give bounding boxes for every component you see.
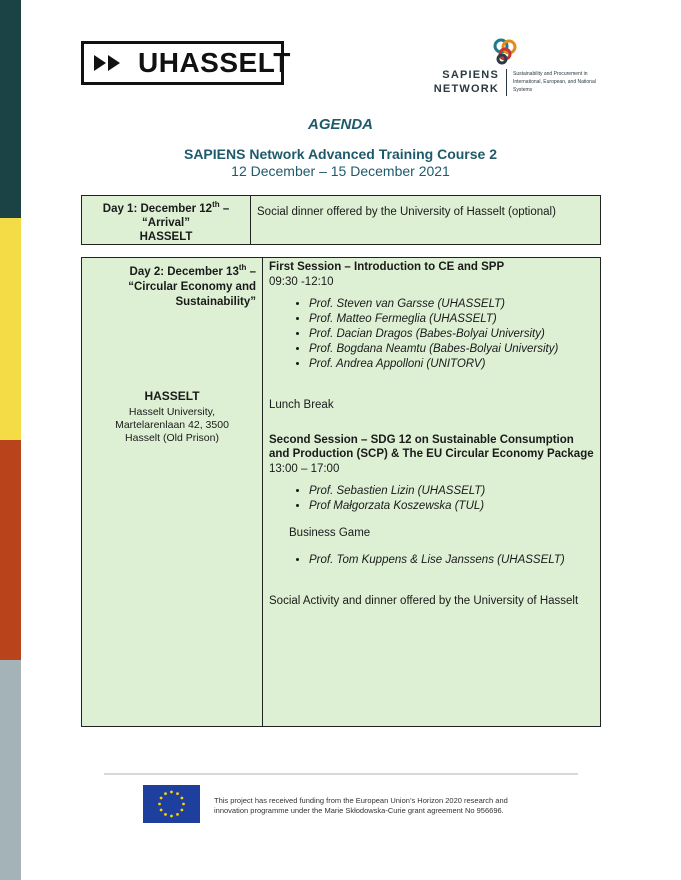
day1-title: Day 1: December 12th – [102, 200, 230, 215]
business-game-label: Business Game [289, 527, 371, 539]
uhasselt-logo [81, 41, 291, 85]
day1-subtitle: “Arrival” [142, 216, 190, 229]
stripe-rust [0, 440, 21, 660]
footer-divider [104, 773, 578, 775]
stripe-dark [0, 0, 21, 218]
stripe-yellow [0, 218, 21, 440]
day1-description: Social dinner offered by the University of Hasselt (optional) [251, 196, 601, 245]
day2-subtitle: “Circular Economy and Sustainability” [128, 280, 256, 308]
sapiens-wordmark-line1: SAPIENS [442, 69, 499, 81]
session1-speakers [269, 297, 594, 372]
speaker-item: • Prof. Steven van Garsse (UHASSELT) [309, 297, 594, 312]
session2-speakers [269, 484, 594, 514]
speaker-item: • Prof. Dacian Dragos (Babes-Bolyai University) [309, 327, 594, 342]
social-activity: Social Activity and dinner offered by the University of Hasselt [269, 594, 579, 607]
day1-place: HASSELT [139, 230, 193, 243]
uhasselt-wordmark: UHASSELT [138, 47, 291, 78]
day2-title: Day 2: December 13th – [129, 263, 256, 278]
eu-flag-icon [143, 785, 200, 823]
business-game-speakers [269, 553, 594, 568]
stripe-grey [0, 660, 21, 880]
sapiens-mark-icon [490, 37, 520, 67]
agenda-title: AGENDA [307, 116, 373, 133]
day2-location [88, 389, 256, 445]
speaker-item: • Prof. Andrea Appolloni (UNITORV) [309, 357, 594, 372]
day2-table [81, 257, 601, 727]
fast-forward-icon [94, 54, 124, 72]
funding-statement: This project has received funding from the European Union’s Horizon 2020 research and innovation programme under the Marie Skłodowska-Curie grant agreement No 956696. [214, 796, 508, 815]
speaker-item: • Prof. Matteo Fermeglia (UHASSELT) [309, 312, 594, 327]
day2-header-cell [82, 258, 263, 727]
speaker-item: • Prof. Sebastien Lizin (UHASSELT) [309, 484, 594, 499]
session1-time: 09:30 -12:10 [269, 275, 334, 288]
speaker-item: • Prof. Tom Kuppens & Lise Janssens (UHASSELT) [309, 553, 594, 568]
session2-title: Second Session – SDG 12 on Sustainable Consumption and Production (SCP) & The EU Circular Economy Package [269, 433, 594, 460]
day2-program-cell [263, 258, 601, 727]
lunch-break: Lunch Break [269, 399, 334, 411]
course-title: SAPIENS Network Advanced Training Course 2 [183, 146, 497, 162]
course-dates: 12 December – 15 December 2021 [231, 163, 450, 179]
sapiens-tagline: Sustainability and Procurement in International, European, and National Systems [513, 71, 596, 93]
speaker-item: • Prof Małgorzata Koszewska (TUL) [309, 499, 594, 514]
sapiens-divider [506, 69, 507, 96]
day1-table [81, 195, 601, 245]
day2-place: HASSELT [144, 388, 200, 403]
day1-header-cell [82, 196, 251, 245]
day2-address: Hasselt University, Martelarenlaan 42, 3500 Hasselt (Old Prison) [115, 405, 229, 444]
sapiens-wordmark [433, 68, 499, 96]
session1-title: First Session – Introduction to CE and SPP [269, 261, 505, 273]
sapiens-wordmark-line2: NETWORK [433, 83, 499, 95]
speaker-item: • Prof. Bogdana Neamtu (Babes-Bolyai University) [309, 342, 594, 357]
session2-time: 13:00 – 17:00 [269, 462, 340, 475]
